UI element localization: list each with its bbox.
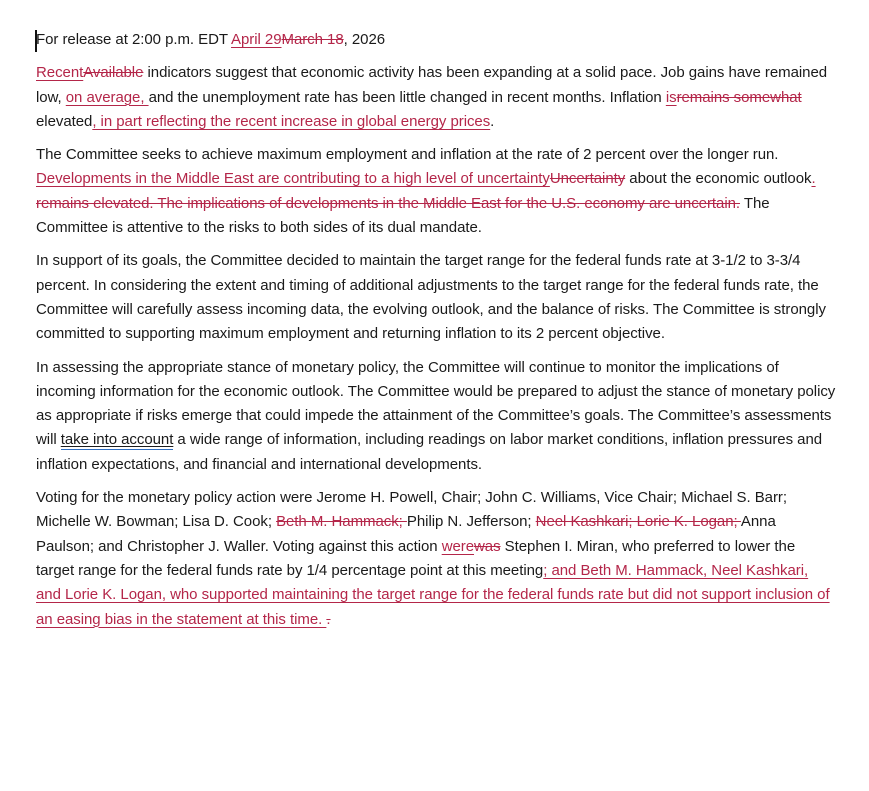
paragraph <box>36 61 836 134</box>
text-run: Philip N. Jefferson; <box>406 513 536 531</box>
document-page[interactable] <box>36 28 836 641</box>
inserted-text-run: Recent <box>36 64 84 82</box>
text-run: For release at 2:00 p.m. EDT <box>36 31 232 48</box>
deleted-text-run: Beth M. Hammack; <box>276 513 407 531</box>
inserted-text-run: is <box>665 88 677 106</box>
text-run: elevated <box>36 112 93 130</box>
deleted-text-run: Neel Kashkari; Lorie K. Logan; <box>535 513 741 531</box>
deleted-text-run: was <box>474 537 501 555</box>
deleted-text-run: Uncertainty <box>549 170 626 188</box>
text-run: indicators suggest that economic activity has been expanding at a solid pace. Job gains have remained low, <box>36 64 828 106</box>
paragraph <box>36 356 836 477</box>
text-run: In support of its goals, the Committee decided to maintain the target range for the federal funds rate at 3-1/2 to 3-3/4 percent. In considering the extent and timing of additional adjustments to the target range for the federal funds rate, the Committee will carefully assess incoming data, the evolving outlook, and the balance of risks. The Committee is strongly committed to supporting maximum employment and returning inflation to its 2 percent objective. <box>36 252 826 343</box>
inserted-text-run: , in part reflecting the recent increase in global energy prices <box>92 112 491 130</box>
deleted-text-run: remains somewhat <box>676 88 802 106</box>
deleted-text-run: remains elevated. The implications of developments in the Middle East for the U.S. economy are uncertain. <box>36 194 741 212</box>
text-run: Stephen I. Miran, who preferred to lower the target range for the federal funds rate by 1/4 percentage point at this meeting <box>36 537 796 579</box>
paragraph <box>36 249 836 346</box>
format-changed-run: take into account <box>60 431 174 449</box>
paragraph <box>36 486 836 632</box>
text-run: a wide range of information, including readings on labor market conditions, inflation pressures and inflation expectations, and financial and international developments. <box>36 431 823 473</box>
inserted-text-run: were <box>441 537 475 555</box>
text-run: The Committee seeks to achieve maximum employment and inflation at the rate of 2 percent over the longer run. <box>36 146 779 164</box>
inserted-text-run: Developments in the Middle East are contributing to a high level of uncertainty <box>36 170 550 188</box>
inserted-text-run: April 29 <box>231 31 282 48</box>
text-run: Anna Paulson; and Christopher J. Waller. Voting against this action <box>36 513 776 555</box>
text-run: , 2026 <box>343 31 386 48</box>
text-run: . <box>490 112 495 130</box>
inserted-text-run: . <box>811 170 816 188</box>
deleted-text-run: March 18 <box>281 31 344 48</box>
text-run: about the economic outlook <box>625 170 812 188</box>
inserted-text-run: ; and Beth M. Hammack, Neel Kashkari, and Lorie K. Logan, who supported maintaining the target range for the federal funds rate but did not support inclusion of an easing bias in the statement at this time. <box>36 561 830 628</box>
inserted-text-run: on average, <box>65 88 149 106</box>
text-run: Voting for the monetary policy action were Jerome H. Powell, Chair; John C. Williams, Vice Chair; Michael S. Barr; Michelle W. Bowman; Lisa D. Cook; <box>36 489 787 531</box>
paragraph <box>36 28 836 52</box>
text-run: In assessing the appropriate stance of monetary policy, the Committee will continue to monitor the implications of incoming information for the economic outlook. The Committee would be prepared to adjust the stance of monetary policy as appropriate if risks emerge that could impede the attainment of the Committee’s goals. The Committee’s assessments will <box>36 358 836 449</box>
text-run: The Committee is attentive to the risks to both sides of its dual mandate. <box>36 194 770 237</box>
deleted-text-run: Available <box>83 64 144 82</box>
text-run: and the unemployment rate has been little changed in recent months. Inflation <box>148 88 666 106</box>
deleted-text-run: . <box>326 610 331 628</box>
paragraph <box>36 143 836 240</box>
